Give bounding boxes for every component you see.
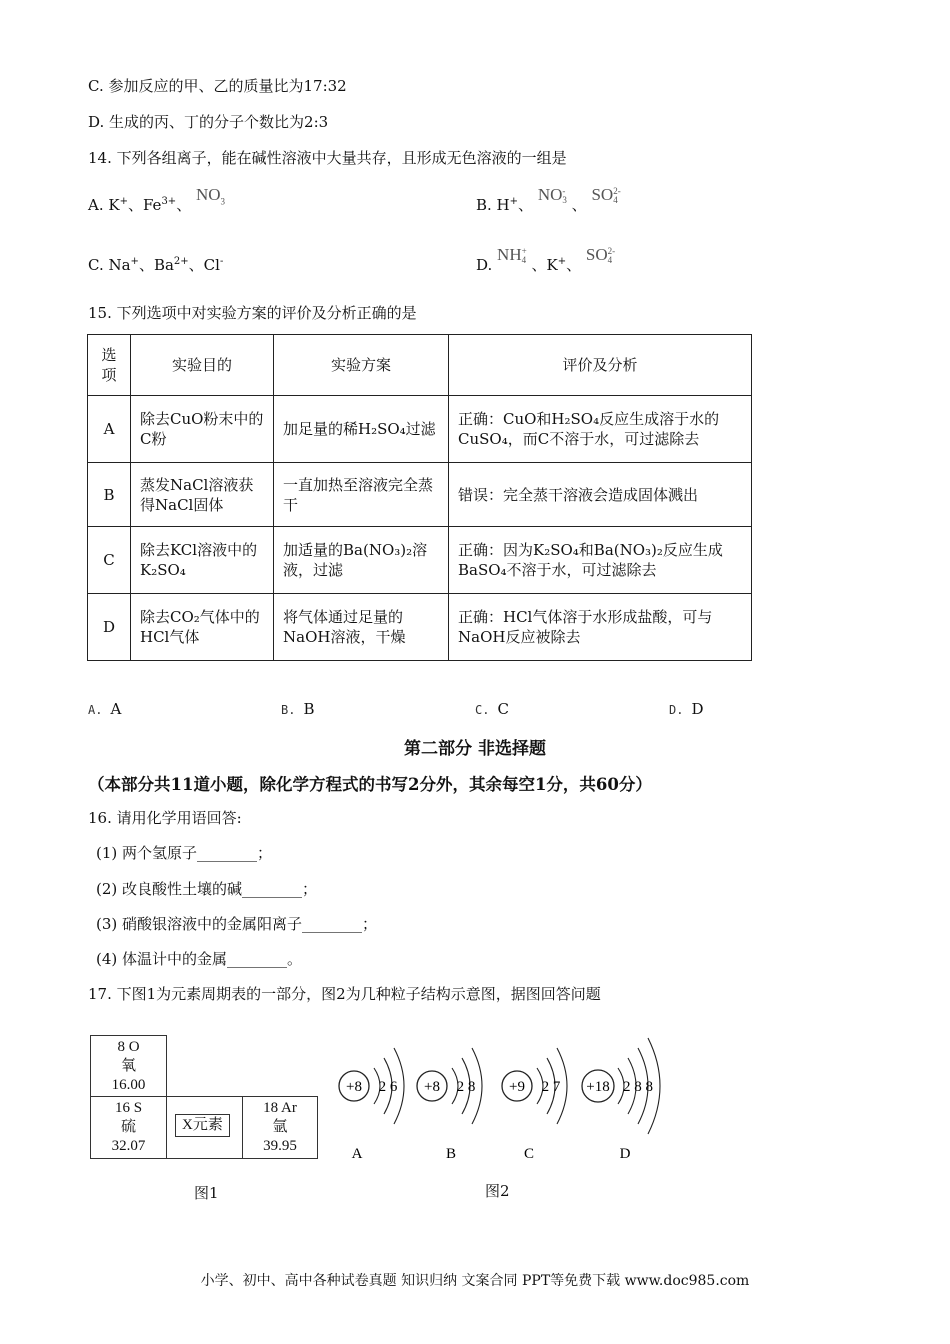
answer-option-c[interactable]: C. C bbox=[475, 700, 509, 718]
q16-stem: 16. 请用化学用语回答: bbox=[88, 809, 242, 827]
row-plan: 加适量的Ba(NO₃)₂溶液，过滤 bbox=[274, 527, 449, 594]
row-option: B bbox=[88, 463, 131, 527]
figure-1-label: 图1 bbox=[194, 1184, 219, 1202]
table-row bbox=[88, 396, 752, 463]
svg-text:2 8 8: 2 8 8 bbox=[623, 1079, 653, 1095]
part2-note: （本部分共11道小题，除化学方程式的书写2分外，其余每空1分，共60分） bbox=[88, 775, 652, 794]
svg-text:D: D bbox=[619, 1146, 631, 1162]
q15-stem: 15. 下列选项中对实验方案的评价及分析正确的是 bbox=[88, 304, 417, 322]
q13-option-c: C. 参加反应的甲、乙的质量比为17:32 bbox=[88, 77, 347, 95]
table-row bbox=[88, 463, 752, 527]
figure-2-label: 图2 bbox=[485, 1182, 510, 1200]
svg-text:+8: +8 bbox=[424, 1079, 440, 1095]
svg-text:2 8: 2 8 bbox=[456, 1079, 476, 1095]
nitrate-ion: $NO_3$ bbox=[195, 185, 226, 207]
row-eval: 正确：HCl气体溶于水形成盐酸，可与NaOH反应被除去 bbox=[449, 594, 752, 661]
row-option: C bbox=[88, 527, 131, 594]
table-row bbox=[88, 594, 752, 661]
ammonium-ion: NH+ 4 bbox=[497, 245, 527, 266]
row-goal: 除去CO₂气体中的HCl气体 bbox=[131, 594, 274, 661]
svg-text:B: B bbox=[445, 1146, 457, 1162]
q13-option-d: D. 生成的丙、丁的分子个数比为2:3 bbox=[88, 113, 329, 131]
row-goal: 除去CuO粉末中的C粉 bbox=[131, 396, 274, 463]
q14-option-c: C. Na+、$Ba^{2+}$、Cl- bbox=[88, 256, 224, 274]
answer-option-a[interactable]: A. A bbox=[88, 700, 122, 718]
row-option: D bbox=[88, 594, 131, 661]
row-eval: 正确：因为K₂SO₄和Ba(NO₃)₂反应生成BaSO₄不溶于水，可过滤除去 bbox=[449, 527, 752, 594]
answer-option-b[interactable]: B. B bbox=[281, 700, 315, 718]
q16-item-2: (2) 改良酸性土壤的碱________； bbox=[96, 880, 318, 898]
q14-option-a: A. K+、$Fe^{3+}$、 $NO_3$ bbox=[88, 185, 226, 214]
element-cell-oxygen: 8 O 氧 16.00 bbox=[90, 1035, 167, 1097]
q16-item-1: (1) 两个氢原子________； bbox=[96, 844, 273, 862]
row-plan: 加足量的稀H₂SO₄过滤 bbox=[274, 396, 449, 463]
element-cell-argon: 18 Ar 氩 39.95 bbox=[242, 1096, 318, 1159]
row-eval: 错误：完全蒸干溶液会造成固体溅出 bbox=[449, 463, 752, 527]
nitrate-ion: NO- 3 bbox=[537, 185, 567, 206]
header-plan: 实验方案 bbox=[274, 335, 449, 396]
element-cell-x bbox=[166, 1096, 243, 1159]
q17-stem: 17. 下图1为元素周期表的一部分，图2为几种粒子结构示意图，据图回答问题 bbox=[88, 985, 601, 1003]
experiment-table bbox=[87, 334, 752, 661]
row-goal: 除去KCl溶液中的K₂SO₄ bbox=[131, 527, 274, 594]
q14-option-b: B. H+、 NO- 3 、 SO2- 4 bbox=[476, 185, 621, 214]
svg-text:+8: +8 bbox=[346, 1079, 362, 1095]
header-option: 选项 bbox=[88, 335, 131, 396]
header-goal: 实验目的 bbox=[131, 335, 274, 396]
row-option: A bbox=[88, 396, 131, 463]
q14-stem: 14. 下列各组离子，能在碱性溶液中大量共存，且形成无色溶液的一组是 bbox=[88, 149, 567, 167]
svg-text:C: C bbox=[523, 1146, 535, 1162]
page-footer: 小学、初中、高中各种试卷真题 知识归纳 文案合同 PPT等免费下载 www.doc985.com bbox=[200, 1273, 750, 1289]
header-eval: 评价及分析 bbox=[449, 335, 752, 396]
particle-c bbox=[502, 1048, 567, 1162]
svg-text:2 7: 2 7 bbox=[541, 1079, 561, 1095]
svg-text:2 6: 2 6 bbox=[378, 1079, 398, 1095]
x-element-label: X元素 bbox=[175, 1114, 230, 1137]
svg-text:+18: +18 bbox=[586, 1079, 610, 1095]
row-plan: 将气体通过足量的NaOH溶液，干燥 bbox=[274, 594, 449, 661]
particle-d bbox=[582, 1038, 660, 1162]
sulfate-ion: SO2- 4 bbox=[585, 245, 616, 266]
particle-diagrams bbox=[330, 1030, 680, 1170]
table-header-row bbox=[88, 335, 752, 396]
row-plan: 一直加热至溶液完全蒸干 bbox=[274, 463, 449, 527]
q14-option-d: D. NH+ 4 、K+、 SO2- 4 bbox=[476, 245, 616, 274]
table-row bbox=[88, 527, 752, 594]
q16-item-3: (3) 硝酸银溶液中的金属阳离子________； bbox=[96, 915, 378, 933]
sulfate-ion: SO2- 4 bbox=[591, 185, 621, 206]
svg-text:A: A bbox=[351, 1146, 363, 1162]
q16-item-4: (4) 体温计中的金属________。 bbox=[96, 950, 303, 968]
answer-option-d[interactable]: D. D bbox=[669, 700, 704, 718]
particle-a bbox=[339, 1048, 404, 1162]
particle-b bbox=[417, 1048, 482, 1162]
svg-text:+9: +9 bbox=[509, 1079, 525, 1095]
row-eval: 正确：CuO和H₂SO₄反应生成溶于水的CuSO₄，而C不溶于水，可过滤除去 bbox=[449, 396, 752, 463]
element-cell-sulfur: 16 S 硫 32.07 bbox=[90, 1096, 167, 1159]
part2-title: 第二部分 非选择题 bbox=[404, 739, 546, 759]
row-goal: 蒸发NaCl溶液获得NaCl固体 bbox=[131, 463, 274, 527]
